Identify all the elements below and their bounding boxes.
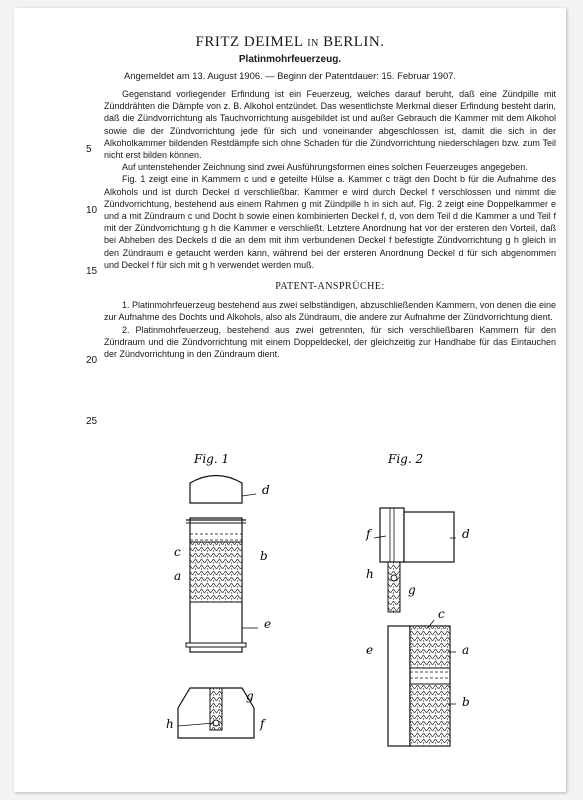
fig2-wick: [410, 684, 450, 746]
fig1-letter-h: h: [166, 717, 174, 731]
fig1-letter-e: e: [264, 617, 272, 631]
line-number-20: 20: [86, 355, 98, 366]
fig1-cap-d: [190, 476, 242, 504]
fig1-letter-c: c: [174, 545, 181, 559]
page-title: [14, 34, 566, 51]
fig2-letter-d: d: [462, 527, 470, 541]
fig2-chamber-e: [388, 626, 410, 746]
paragraph-figures: Fig. 1 zeigt eine in Kammern c und e geteilte Hülse a. Kammer c trägt den Docht b für die Aufnahme des Alkohols und ist durch Deckel d verschließbar. Kammer e wird durch Deckel f verschlossen und nimmt die Zündvorrichtung, bestehend aus einem Rahmen g mit Zündpille h in sich auf. Fig. 2 zeigt eine Doppelkammer e und a mit Zündraum c und Docht b sowie einen kombinierten Deckel f, d, von dem Teil d die Kammer a und Teil f mit der Zündvorrichtung g h die Kammer e verschließt. Letztere Anordnung hat vor der ersteren den Vorteil, daß bei Abheben des Deckels d die an dem mit ihm verbundenen Deckel f befestigte Zündvorrichtung g h gleich in den Zündraum e getaucht werden kann, während bei der ersteren Anordnung Deckel d für sich abgenommen und Deckel f für sich mit g h verwendet werden muß.: [104, 174, 556, 270]
patent-subject: Platinmohrfeuerzeug.: [238, 54, 342, 65]
fig2-ignition-space: [410, 626, 450, 668]
patent-page: [14, 8, 566, 792]
paragraph-drawing-intro: Auf untenstehender Zeichnung sind zwei Ausführungsformen eines solchen Feuerzeuges angegeben.: [122, 162, 528, 173]
paragraph-invention: Gegenstand vorliegender Erfindung ist ein Feuerzeug, welches darauf beruht, daß eine Zündpille mit Zünddrähten die Dämpfe von z. B. Alkohol entzündet. Das wesentlichste Merkmal dieser Erfindung besteht darin, daß die Zündvorrichtung als Tauchvorrichtung ausgebildet ist und außer Gebrauch die Kammer mit dem Alkohol sowie die der Zündvorrichtung jede für sich und voneinander abgeschlossen ist, damit die sich in der Alkoholkammer bildenden Restdämpfe sich ohne Schaden für die Zündvorrichtung niederschlagen bzw. zum Teil nicht erst bilden können.: [104, 89, 556, 161]
fig2-letter-f: f: [366, 527, 371, 541]
line-number-15: 15: [86, 266, 98, 277]
fig2-igniter-frame: [388, 562, 400, 612]
claim-2: 2. Platinmohrfeuerzeug, bestehend aus zwei getrennten, für sich verschließbaren Kammern für den Zündraum und die Zündvorrichtung mit einem Doppeldeckel, der gleichzeitig zur Handhabe für das Eintauchen der Zündvorrichtung in den Zündraum dient.: [104, 324, 556, 360]
line-number-5: 5: [86, 144, 92, 155]
fig2-letter-c: c: [438, 607, 445, 621]
filing-dates: Angemeldet am 13. August 1906. — Beginn der Patentdauer: 15. Februar 1907.: [124, 70, 456, 81]
fig2-letter-e: e: [366, 643, 374, 657]
inventor-city: BERLIN.: [323, 34, 385, 50]
patent-drawings: [14, 438, 566, 792]
fig2-letter-a: a: [462, 643, 470, 657]
line-number-10: 10: [86, 205, 98, 216]
fig1-letter-a: a: [174, 569, 182, 583]
inventor-name: FRITZ DEIMEL: [195, 34, 304, 50]
claims-heading: PATENT-ANSPRÜCHE:: [275, 281, 385, 293]
fig1-letter-d: d: [262, 483, 270, 497]
fig1-letter-g: g: [246, 689, 254, 703]
line-number-25: 25: [86, 416, 98, 427]
fig2-label: Fig. 2: [388, 452, 424, 466]
figure-1: [166, 452, 271, 738]
fig2-letter-g: g: [408, 583, 416, 597]
fig2-lid-d: [404, 512, 454, 562]
fig2-letter-b: b: [462, 695, 470, 709]
fig2-letter-h: h: [366, 567, 374, 581]
fig1-wick: [190, 542, 242, 602]
fig1-letter-f: f: [260, 717, 265, 731]
fig2-ignition-pill: [391, 575, 397, 581]
fig2-lid-f: [380, 508, 404, 562]
description-body: [104, 88, 556, 360]
figure-2: [365, 452, 470, 746]
title-connector: IN: [307, 38, 319, 49]
claim-1: 1. Platinmohrfeuerzeug bestehend aus zwei selbständigen, abzuschließenden Kammern, von denen die eine zur Aufnahme des Dochts und Alkohols, also als Zündraum, die andere zur Aufnahme der Zündvorrichtung dient.: [104, 300, 556, 323]
fig1-letter-b: b: [260, 549, 268, 563]
fig1-label: Fig. 1: [194, 452, 230, 466]
